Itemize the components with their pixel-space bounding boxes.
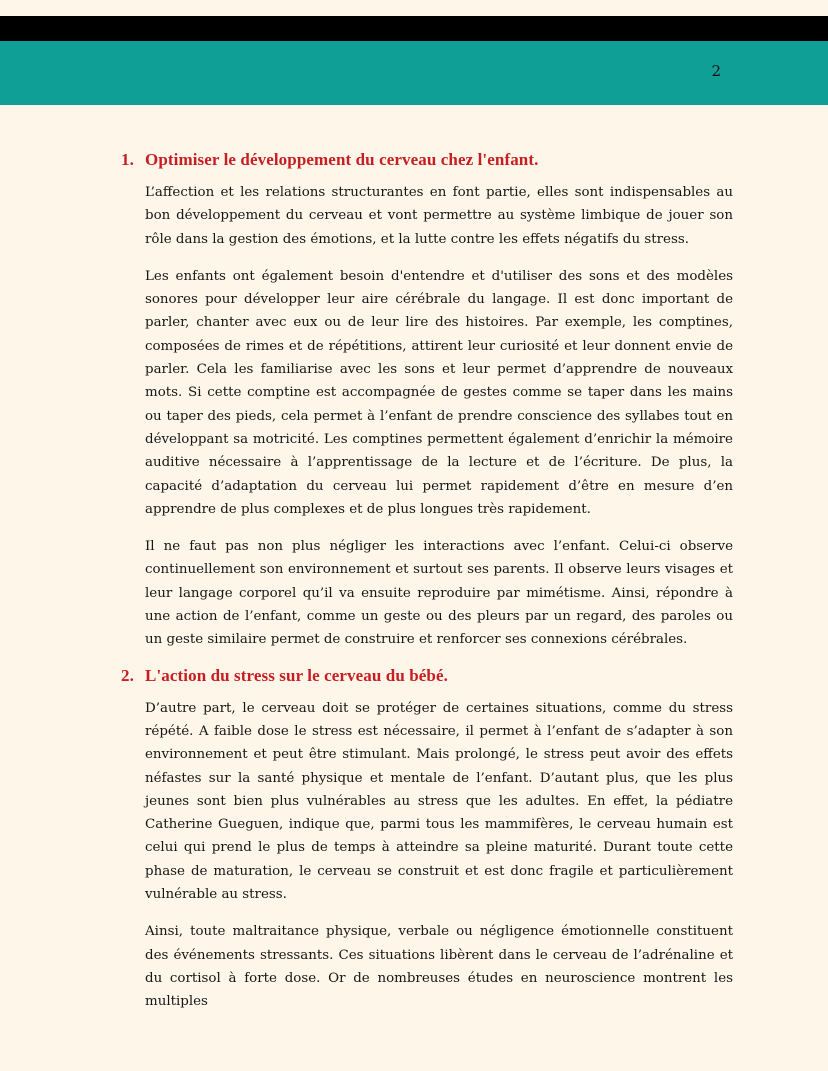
section-body xyxy=(145,697,733,1014)
header-band xyxy=(0,41,828,105)
paragraph: L’affection et les relations structurantes en font partie, elles sont indispensables au bon développement du cerveau et vont permettre au système limbique de jouer son rôle dans la gestion des émotions, et la lutte contre les effets négatifs du stress. xyxy=(145,185,733,247)
document-body xyxy=(121,150,733,1028)
top-black-band xyxy=(0,16,828,41)
page-number: 2 xyxy=(711,62,721,80)
section-2 xyxy=(121,666,733,1014)
paragraph: D’autre part, le cerveau doit se protéger de certaines situations, comme du stress répété. A faible dose le stress est nécessaire, il permet à l’enfant de s’adapter à son environnement et peut être stimulant. Mais prolongé, le stress peut avoir des effets néfastes sur la santé physique et mentale de l’enfant. D’autant plus, que les plus jeunes sont bien plus vulnérables au stress que les adultes. En effet, la pédiatre Catherine Gueguen, indique que, parmi tous les mammifères, le cerveau humain est celui qui prend le plus de temps à atteindre sa pleine maturité. Durant toute cette phase de maturation, le cerveau se construit et est donc fragile et particulièrement vulnérable au stress. xyxy=(145,700,733,903)
section-heading xyxy=(121,150,733,170)
paragraph: Il ne faut pas non plus négliger les interactions avec l’enfant. Celui-ci observe continuellement son environnement et surtout ses parents. Il observe leurs visages et leur langage corporel qu’il va ensuite reproduire par mimétisme. Ainsi, répondre à une action de l’enfant, comme un geste ou des pleurs par un regard, des paroles ou un geste similaire permet de construire et renforcer ses connexions cérébrales. xyxy=(145,539,733,648)
paragraph: Ainsi, toute maltraitance physique, verbale ou négligence émotionnelle constituent des événements stressants. Ces situations libèrent dans le cerveau de l’adrénaline et du cortisol à forte dose. Or de nombreuses études en neuroscience montrent les multiples xyxy=(145,924,733,1010)
section-heading xyxy=(121,666,733,686)
section-title: Optimiser le développement du cerveau chez l'enfant. xyxy=(145,150,539,169)
section-title: L'action du stress sur le cerveau du bébé. xyxy=(145,665,448,685)
section-1 xyxy=(121,150,733,652)
section-body xyxy=(145,181,733,652)
section-number: 1. xyxy=(121,150,134,169)
section-number: 2. xyxy=(121,665,134,685)
paragraph: Les enfants ont également besoin d'entendre et d'utiliser des sons et des modèles sonores pour développer leur aire cérébrale du langage. Il est donc important de parler, chanter avec eux ou de leur lire des histoires. Par exemple, les comptines, composées de rimes et de répétitions, attirent leur curiosité et leur donnent envie de parler. Cela les familiarise avec les sons et leur permet d’apprendre de nouveaux mots. Si cette comptine est accompagnée de gestes comme se taper dans les mains ou taper des pieds, cela permet à l’enfant de prendre conscience des syllabes tout en développant sa motricité. Les comptines permettent également d’enrichir la mémoire auditive nécessaire à l’apprentissage de la lecture et de l’écriture. De plus, la capacité d’adaptation du cerveau lui permet rapidement d’être en mesure d’en apprendre de plus complexes et de plus longues très rapidement. xyxy=(145,268,733,517)
